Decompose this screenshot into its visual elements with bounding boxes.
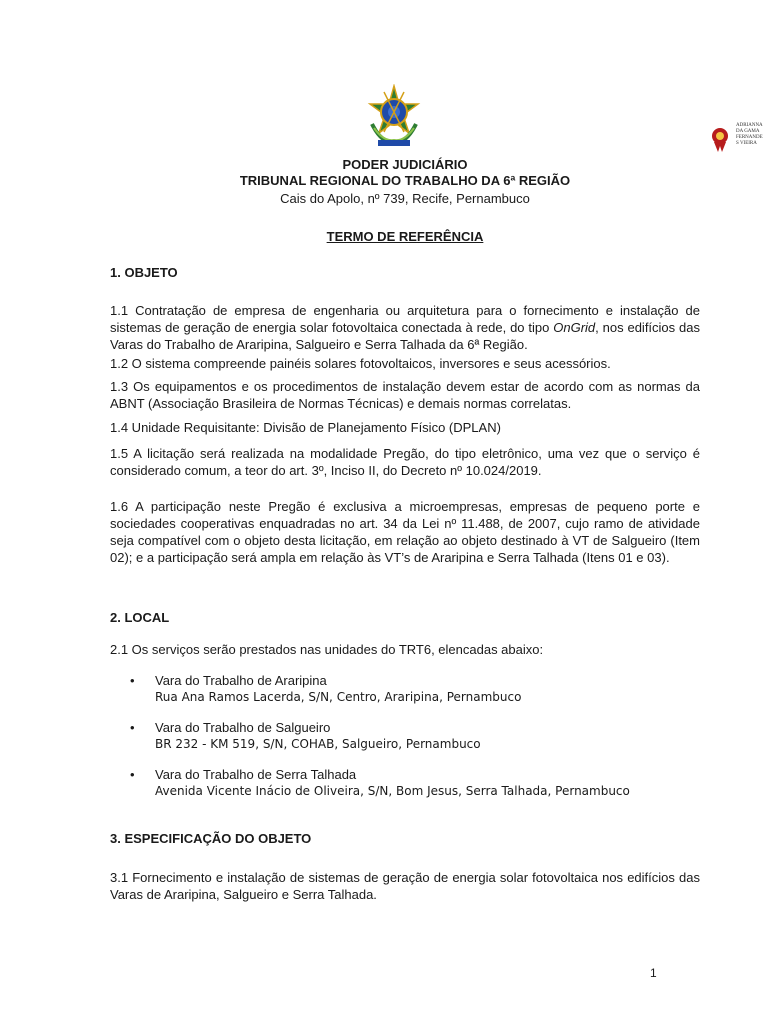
paragraph-3-1: 3.1 Fornecimento e instalação de sistemas de geração de energia solar fotovoltaica nos edifícios das Varas de Araripina, Salgueiro e Serra Talhada. xyxy=(110,870,700,902)
bullet-icon: • xyxy=(130,767,135,782)
header-address: Cais do Apolo, nº 739, Recife, Pernambuco xyxy=(280,191,530,206)
section-2-title: 2. LOCAL xyxy=(110,610,170,625)
paragraph-2-1: 2.1 Os serviços serão prestados nas unidades do TRT6, elencadas abaixo: xyxy=(110,642,544,657)
document-title: TERMO DE REFERÊNCIA xyxy=(326,229,484,244)
unit-address: Avenida Vicente Inácio de Oliveira, S/N, Bom Jesus, Serra Talhada, Pernambuco xyxy=(155,784,630,798)
unit-address: BR 232 - KM 519, S/N, COHAB, Salgueiro, Pernambuco xyxy=(155,737,481,751)
section-1-title: 1. OBJETO xyxy=(110,265,178,280)
paragraph-1-1 xyxy=(110,302,700,353)
brazil-coat-of-arms-icon xyxy=(364,84,424,150)
bullet-icon: • xyxy=(130,673,135,688)
unit-name: Vara do Trabalho de Salgueiro xyxy=(155,720,331,735)
header-line-2: TRIBUNAL REGIONAL DO TRABALHO DA 6ª REGIÃO xyxy=(239,173,571,188)
bullet-icon: • xyxy=(130,720,135,735)
paragraph-1-5: 1.5 A licitação será realizada na modalidade Pregão, do tipo eletrônico, uma vez que o serviço é considerado comum, a teor do art. 3º, Inciso II, do Decreto nº 10.024/2019. xyxy=(110,446,700,478)
signature-stamp-text: ADRIANNA DA GAMA FERNANDE S VIEIRA xyxy=(736,123,763,146)
paragraph-1-6: 1.6 A participação neste Pregão é exclusiva a microempresas, empresas de pequeno porte e sociedades cooperativas enquadradas no art. 34 da Lei nº 11.488, de 2007, cujo ramo de atividade seja compatível com o objeto desta licitação, em relação ao objeto destinado à VT de Salgueiro (Item 02); e a participação será ampla em relação às VT’s de Araripina e Serra Talhada (Itens 01 e 03). xyxy=(110,499,700,565)
paragraph-1-4: 1.4 Unidade Requisitante: Divisão de Planejamento Físico (DPLAN) xyxy=(110,420,501,435)
paragraph-1-3: 1.3 Os equipamentos e os procedimentos de instalação devem estar de acordo com as normas da ABNT (Associação Brasileira de Normas Técnicas) e demais normas correlatas. xyxy=(110,379,700,411)
header-line-1: PODER JUDICIÁRIO xyxy=(342,157,468,172)
page-number: 1 xyxy=(650,966,657,980)
section-3-title: 3. ESPECIFICAÇÃO DO OBJETO xyxy=(110,831,312,846)
unit-name: Vara do Trabalho de Serra Talhada xyxy=(155,767,357,782)
ongrid-term: OnGrid xyxy=(553,320,596,335)
unit-name: Vara do Trabalho de Araripina xyxy=(155,673,327,688)
paragraph-1-1-text-a: 1.1 Contratação de empresa de engenharia ou arquitetura para o fornecimento e instalação de sistemas de geração de energia solar fotovoltaica conectada à rede, do tipo xyxy=(110,303,700,335)
paragraph-1-1-text-b: , nos edifícios das Varas do Trabalho de Araripina, Salgueiro e Serra Talhada da 6ª Região. xyxy=(110,320,700,352)
unit-address: Rua Ana Ramos Lacerda, S/N, Centro, Araripina, Pernambuco xyxy=(155,690,522,704)
paragraph-1-2: 1.2 O sistema compreende painéis solares fotovoltaicos, inversores e seus acessórios. xyxy=(110,356,611,371)
